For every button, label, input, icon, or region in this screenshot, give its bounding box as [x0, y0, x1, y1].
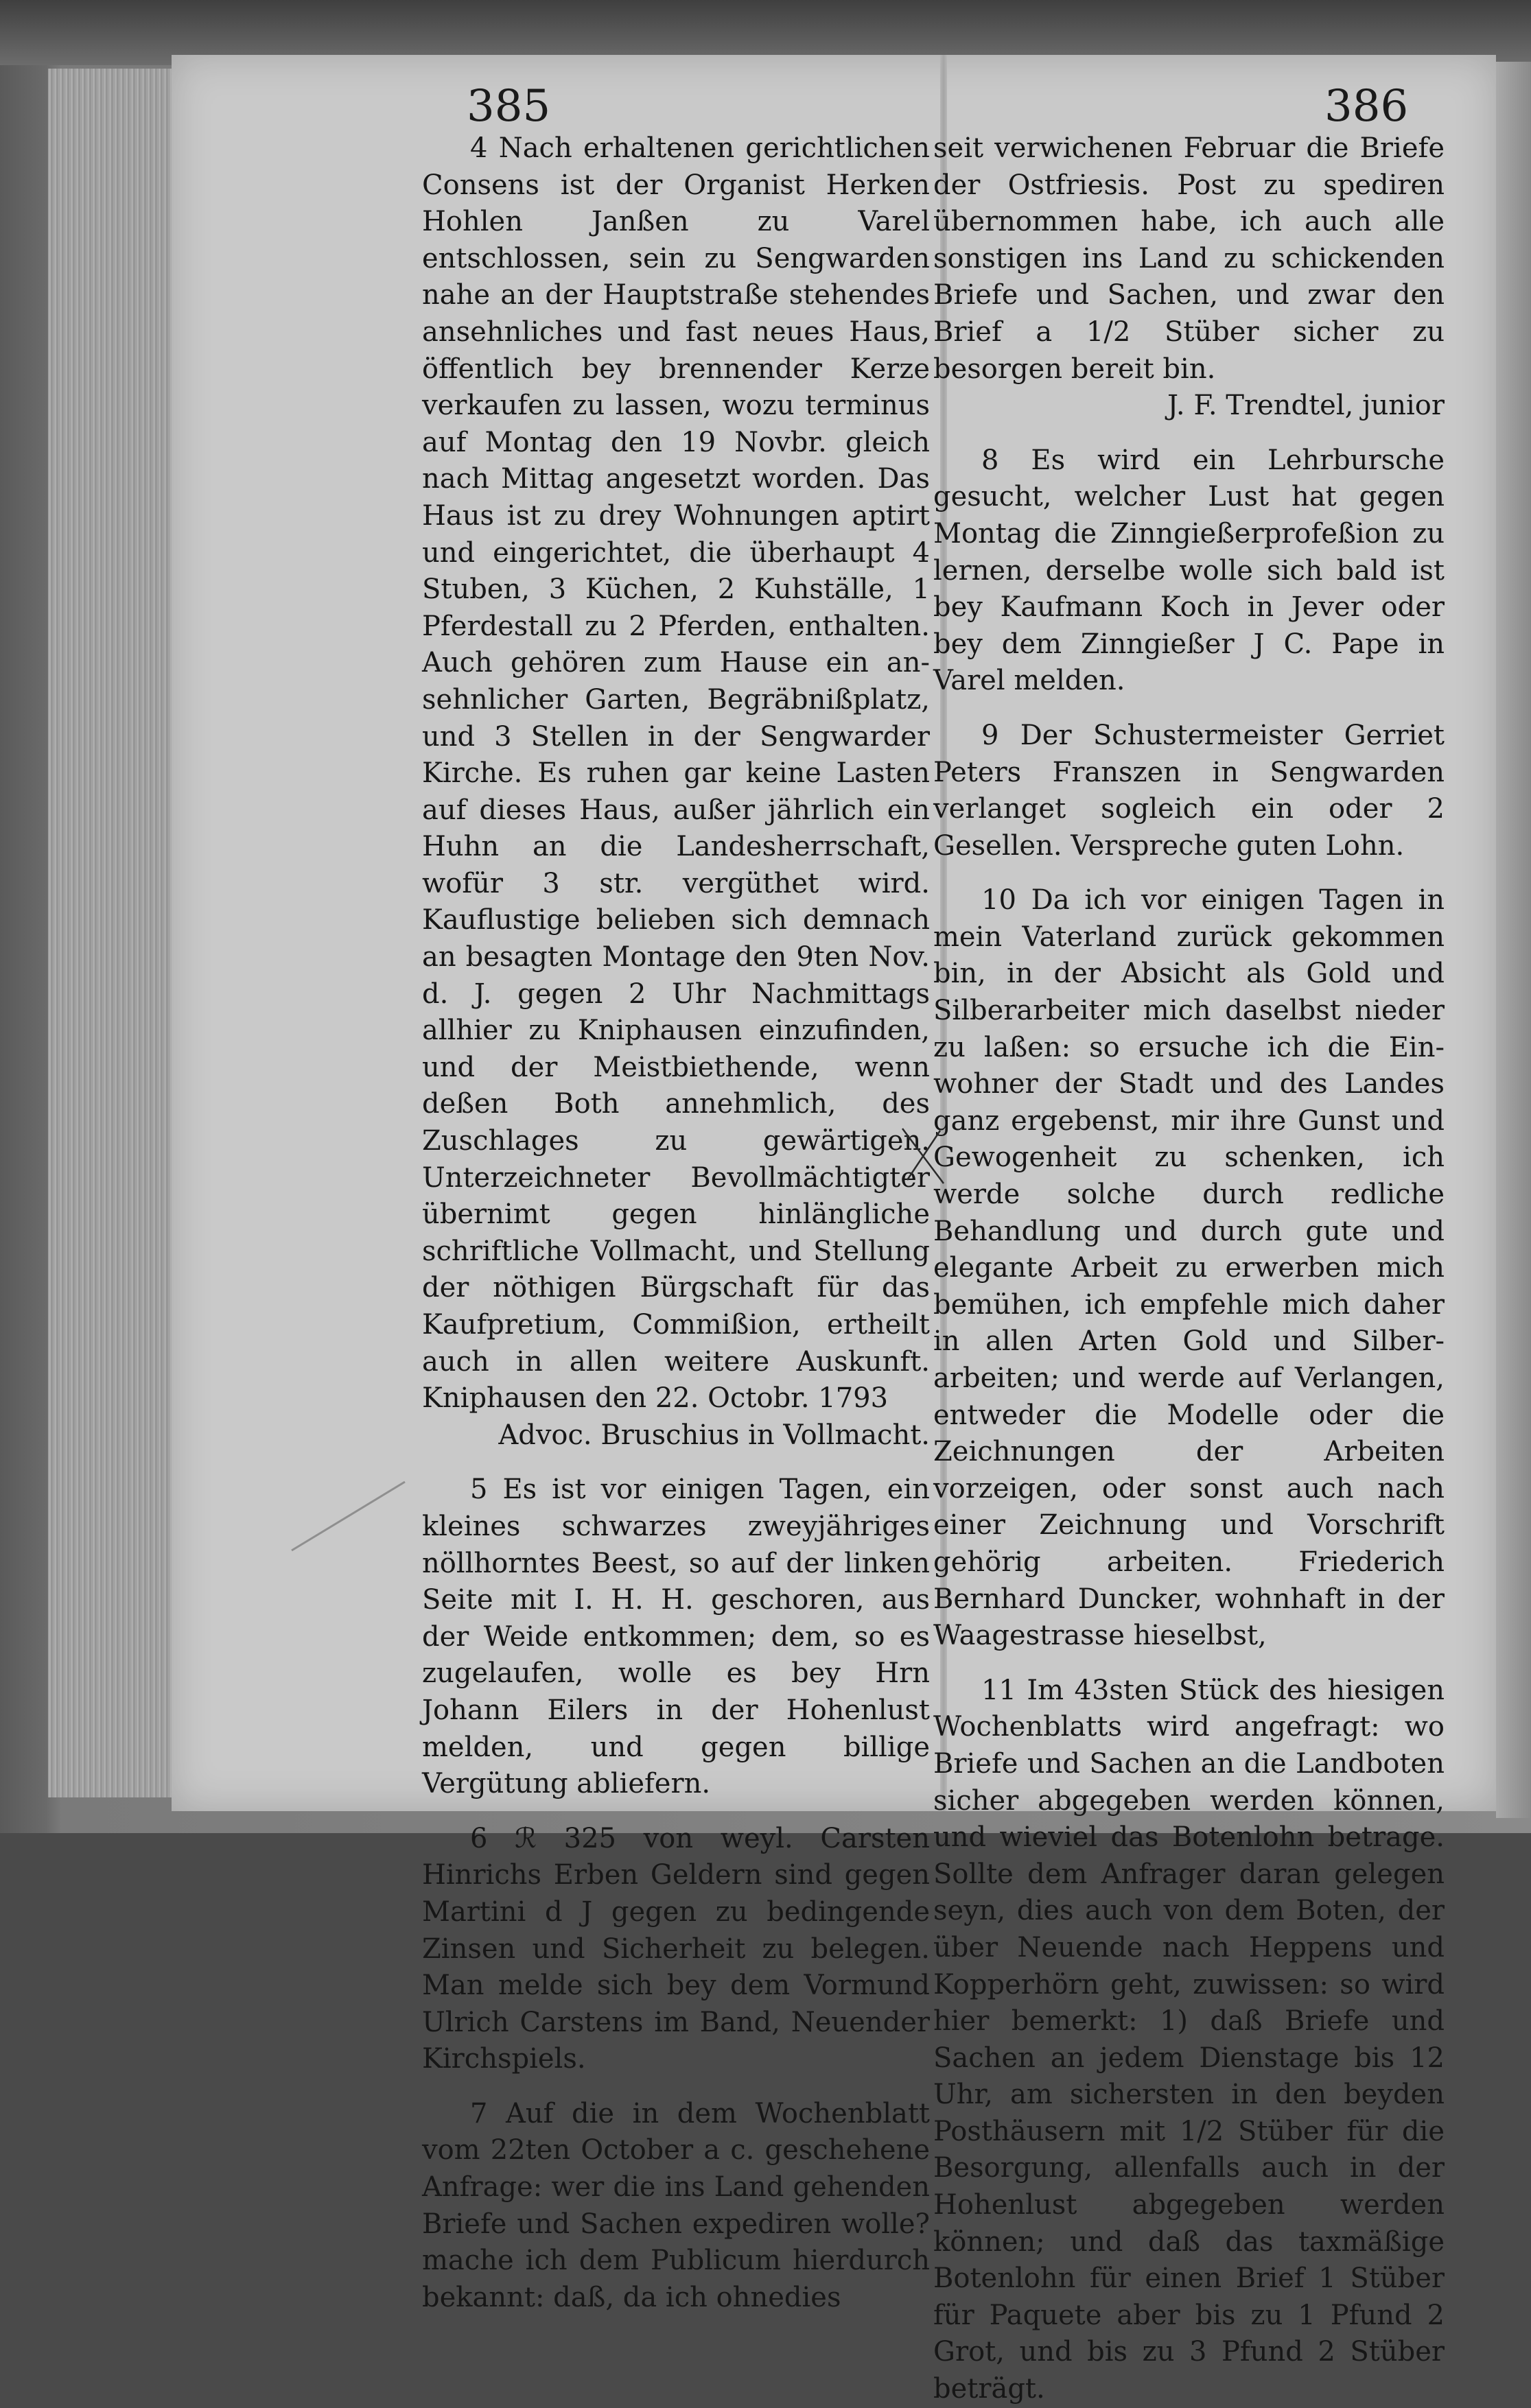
- notice-5-text: 5 Es ist vor einigen Tagen, ein kleines schwarzes zweyjähriges nöllhorntes Beest, so auf der linken Seite mit I. H. H. geschoren, aus der Weide entkommen; dem, so es zugelaufen, wolle es bey Hrn Johann Eilers in der Hohenlust melden, und gegen billige Vergütung abliefern.: [422, 1474, 930, 1800]
- handwritten-cross-mark: [899, 1125, 947, 1187]
- notice-10-text: 10 Da ich vor einigen Tagen in mein Vaterland zurück gekommen bin, in der Absicht als Gold und Silberarbeiter mich daselbst nieder zu laßen: so ersuche ich die Einwohner der Stadt und des Landes ganz ergebenst, mir ihre Gunst und Gewogenheit zu schenken, ich werde solche durch redliche Behandlung und durch gute und elegante Arbeit zu erwerben mich bemühen, ich empfehle mich daher in allen Arten Gold und Silberarbeiten; und werde auf Verlangen, entweder die Modelle oder die Zeichnungen der Arbeiten vorzeigen, oder sonst auch nach einer Zeichnung und Vorschrift gehörig arbeiten. Friederich Bernhard Duncker, wohnhaft in der Waagestrasse hieselbst,: [933, 884, 1445, 1652]
- book-page-edges: [48, 69, 187, 1797]
- notice-4-text: 4 Nach erhaltenen gerichtlichen Consens ist der Organist Herken Hohlen Janßen zu Varel entschlossen, sein zu Sengwarden nahe an der Hauptstraße stehendes ansehnliches und fast neues Haus, öffentlich bey brennender Kerze verkaufen zu lassen, wozu terminus auf Montag den 19 Novbr. gleich nach Mittag angesetzt worden. Das Haus ist zu drey Wohnungen aptirt und eingerichtet, die überhaupt 4 Stuben, 3 Küchen, 2 Kuhställe, 1 Pferdestall zu 2 Pferden, enthalten. Auch gehören zum Hause ein ansehnlicher Garten, Begräbnißplatz, und 3 Stellen in der Sengwarder Kirche. Es ruhen gar keine Lasten auf dieses Haus, außer jährlich ein Huhn an die Landesherrschaft, wofür 3 str. vergüthet wird. Kauflustige belieben sich demnach an besagten Montage den 9ten Nov. d. J. gegen 2 Uhr Nachmittags allhier zu Kniphausen einzufinden, und der Meistbiethende, wenn deßen Both annehmlich, des Zuschlages zu gewärtigen. Unterzeichneter Bevollmächtigter übernimt gegen hinlängliche schriftliche Vollmacht, und Stellung der nöthigen Bürgschaft für das Kaufpretium, Commißion, ertheilt auch in allen weitere Auskunft. Kniphausen den 22. Octobr. 1793: [422, 132, 930, 1415]
- notice-7-continued-text: seit verwichenen Februar die Briefe der Ostfriesis. Post zu spediren übernommen habe, ich auch alle sonstigen ins Land zu schickenden Briefe und Sachen, und zwar den Brief a 1/2 Stüber sicher zu besorgen bereit bin.: [933, 132, 1445, 385]
- right-text-column: [933, 130, 1445, 2408]
- page-number-right: 386: [1324, 81, 1409, 132]
- right-page-edge: [1496, 62, 1531, 1818]
- left-text-column: [422, 130, 930, 2316]
- page-number-left: 385: [467, 81, 551, 132]
- notice-6-text: 6 ℛ 325 von weyl. Carsten Hinrichs Erben Geldern sind gegen Martini d J gegen zu bedingende Zinsen und Sicherheit zu belegen. Man melde sich bey dem Vormund Ulrich Carstens im Band, Neuender Kirchspiels.: [422, 1822, 930, 2075]
- notice-11-text: 11 Im 43sten Stück des hiesigen Wochenblatts wird angefragt: wo Briefe und Sachen an die Landboten sicher abgegeben werden können, und wieviel das Botenlohn betrage. Sollte dem Anfrager daran gelegen seyn, dies auch von dem Boten, der über Neuende nach Heppens und Kopperhörn geht, zuwissen: so wird hier bemerkt: 1) daß Briefe und Sachen an jedem Dienstage bis 12 Uhr, am sichersten in den beyden Posthäusern mit 1/2 Stüber für die Besorgung, allenfalls auch in der Hohenlust abgegeben werden können; und daß das taxmäßige Botenlohn für einen Brief 1 Stüber für Paquete aber bis zu 1 Pfund 2 Grot, und bis zu 3 Pfund 2 Stüber beträgt.: [933, 1674, 1445, 2405]
- notice-9-text: 9 Der Schustermeister Gerriet Peters Franszen in Sengwarden verlanget sogleich ein oder 2 Gesellen. Verspreche guten Lohn.: [933, 719, 1445, 862]
- notice-8-text: 8 Es wird ein Lehrbursche gesucht, welcher Lust hat gegen Montag die Zinngießerprofeßion zu lernen, derselbe wolle sich bald ist bey Kaufmann Koch in Jever oder bey dem Zinngießer J C. Pape in Varel melden.: [933, 444, 1445, 697]
- notice-4-signature: Advoc. Bruschius in Vollmacht.: [498, 1419, 930, 1451]
- notice-7-text: 7 Auf die in dem Wochenblatt vom 22ten October a c. geschehene Anfrage: wer die ins Land gehenden Briefe und Sachen expediren wolle? mache ich dem Publicum hierdurch bekannt: daß, da ich ohnedies: [422, 2097, 930, 2313]
- pencil-stroke-mark: [288, 1475, 412, 1557]
- notice-7-signature: J. F. Trendtel, junior: [1167, 390, 1445, 422]
